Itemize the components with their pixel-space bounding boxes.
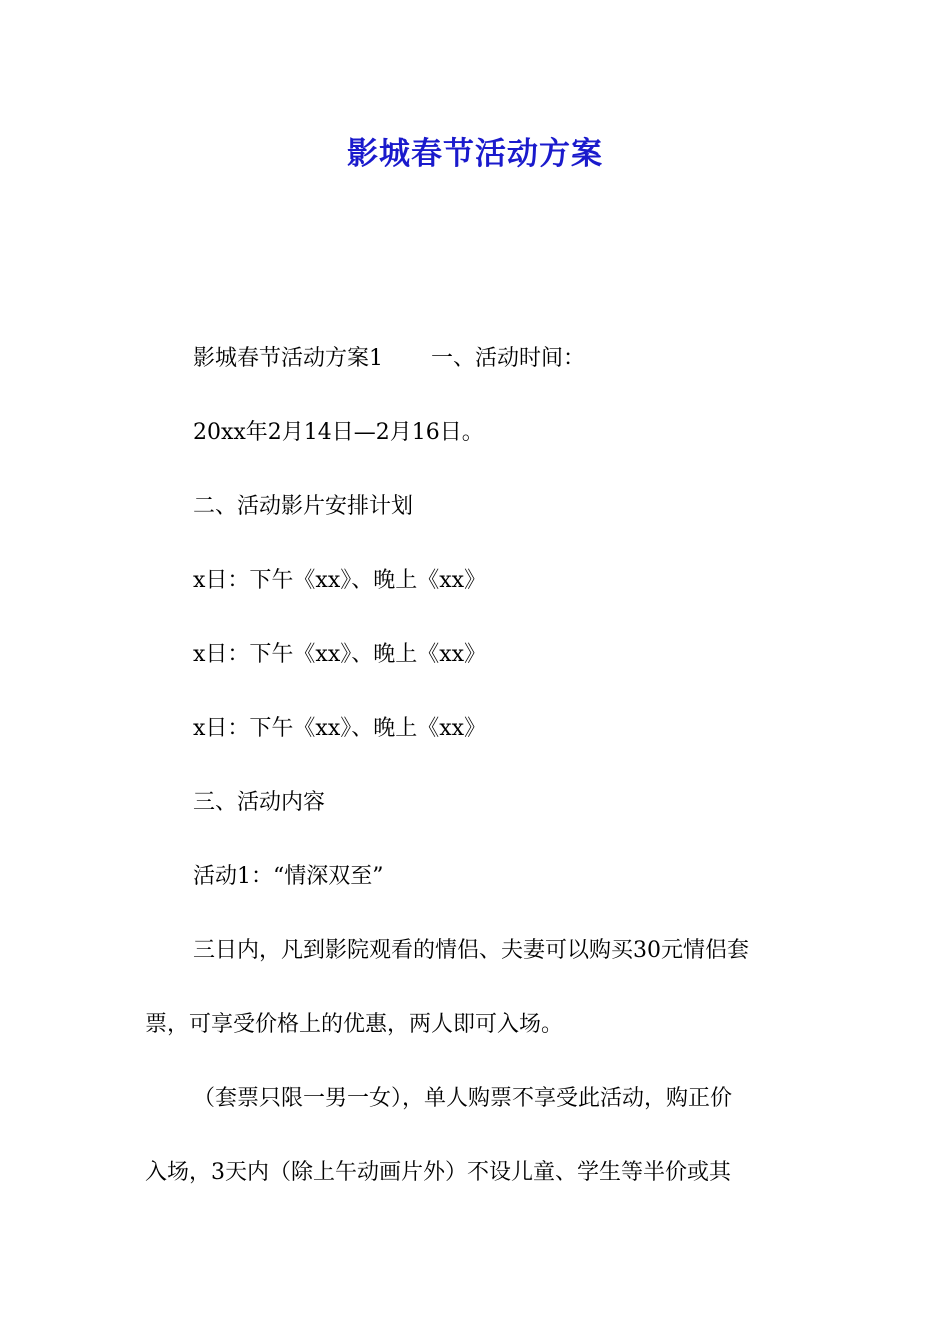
paragraph-text: x日：下午《xx》、晚上《xx》 xyxy=(193,568,487,593)
paragraph-line xyxy=(145,482,817,556)
paragraph-text: （套票只限一男一女），单人购票不享受此活动，购正价 xyxy=(193,1086,733,1111)
paragraph-line xyxy=(145,852,817,926)
paragraph-text: x日：下午《xx》、晚上《xx》 xyxy=(193,642,487,667)
paragraph-line xyxy=(145,630,817,704)
paragraph-text: 三日内，凡到影院观看的情侣、夫妻可以购买30元情侣套 xyxy=(193,938,749,963)
paragraph-text: x日：下午《xx》、晚上《xx》 xyxy=(193,716,487,741)
section-heading: 三、活动内容 xyxy=(193,790,326,815)
paragraph-line xyxy=(145,408,817,482)
document-body xyxy=(145,334,817,1222)
paragraph-line xyxy=(145,1074,817,1148)
paragraph-line xyxy=(145,334,817,408)
paragraph-line xyxy=(145,556,817,630)
paragraph-text: 一、活动时间： xyxy=(431,346,586,371)
document-title: 影城春节活动方案 xyxy=(347,136,603,172)
section-heading: 二、活动影片安排计划 xyxy=(193,494,414,519)
paragraph-text: 20xx年2月14日—2月16日。 xyxy=(193,420,484,445)
paragraph-line xyxy=(145,1148,817,1222)
paragraph-line xyxy=(145,778,817,852)
paragraph-text: 入场，3天内（除上午动画片外）不设儿童、学生等半价或其 xyxy=(145,1160,731,1185)
section-heading: 影城春节活动方案1 xyxy=(193,346,383,371)
paragraph-text: 活动1：“情深双至” xyxy=(193,864,384,889)
paragraph-text: 票，可享受价格上的优惠，两人即可入场。 xyxy=(145,1012,564,1037)
paragraph-line xyxy=(145,704,817,778)
paragraph-line xyxy=(145,926,817,1000)
paragraph-line xyxy=(145,1000,817,1074)
